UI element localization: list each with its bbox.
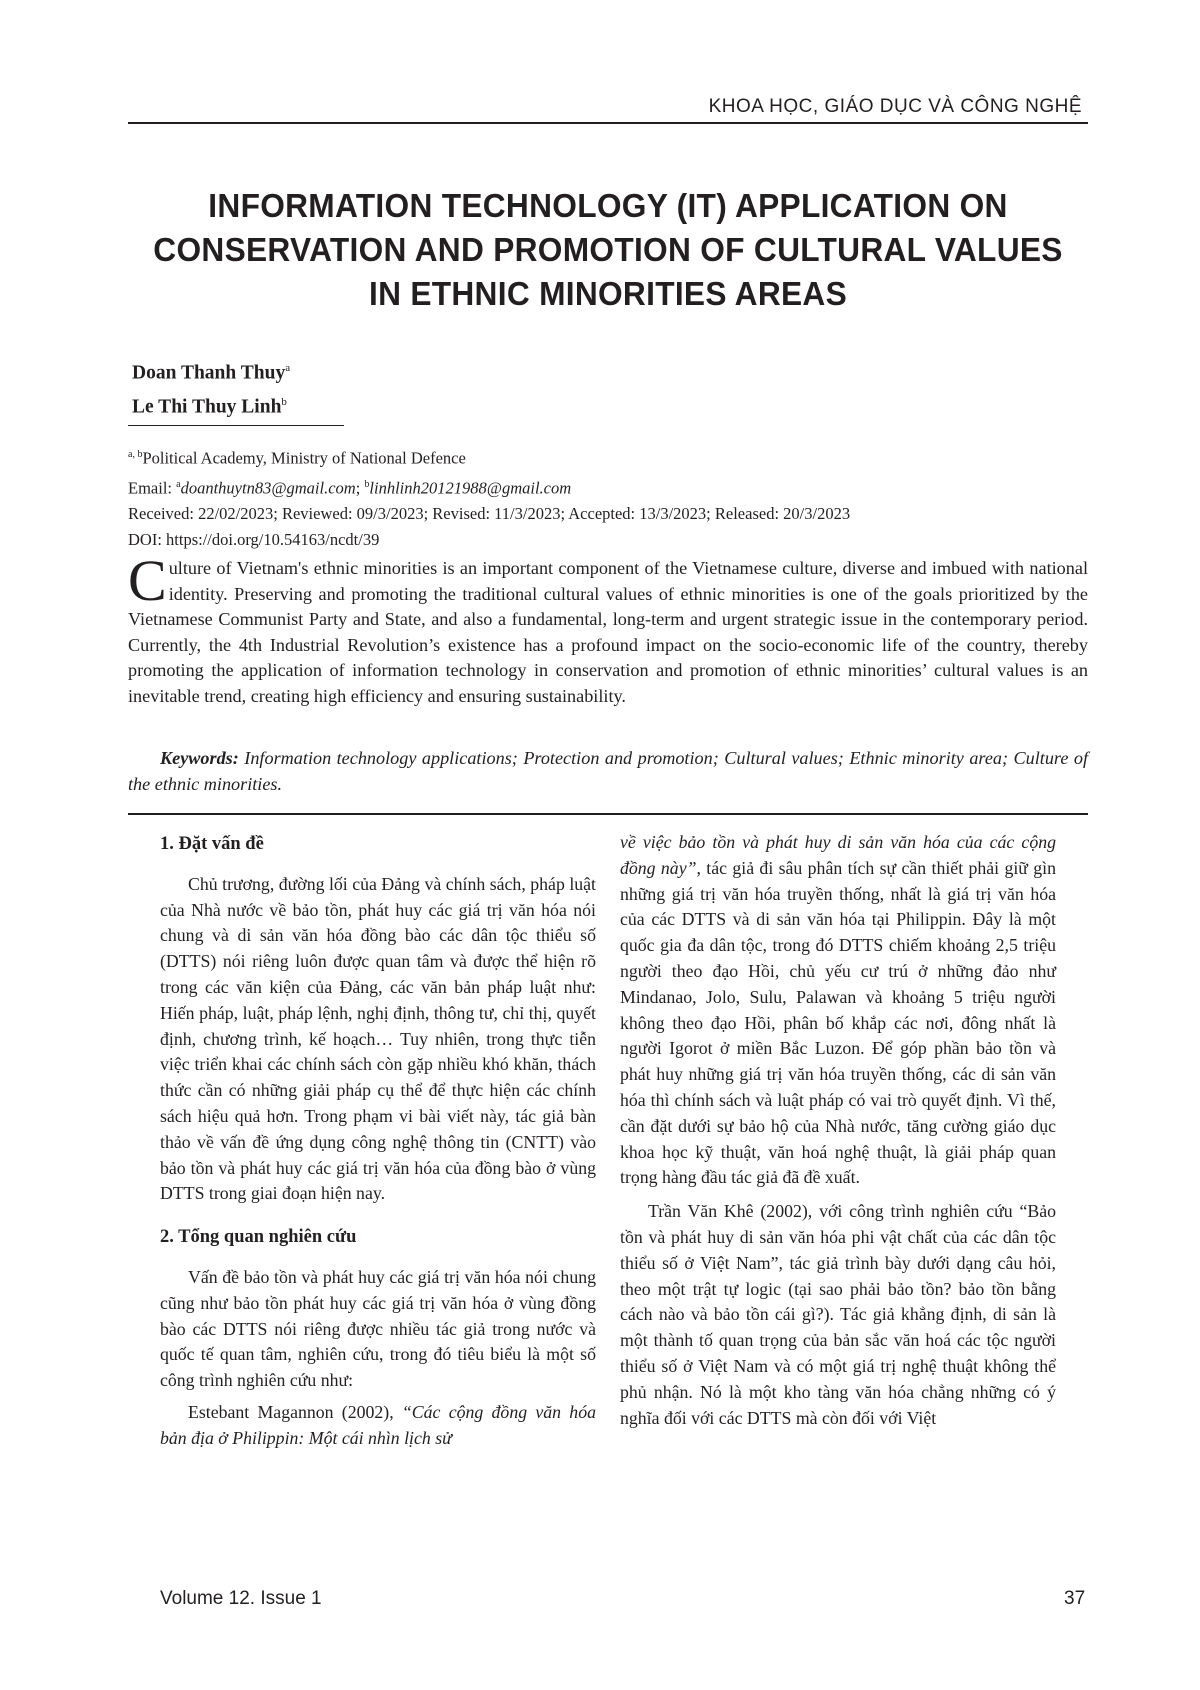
- page-number: 37: [1064, 1588, 1086, 1609]
- drop-cap: C: [128, 548, 167, 613]
- author: [132, 354, 290, 388]
- section-heading: 2. Tổng quan nghiên cứu: [160, 1227, 357, 1248]
- volume-issue: Volume 12. Issue 1: [160, 1588, 322, 1609]
- body-paragraph: [160, 1400, 596, 1452]
- author-list: [132, 354, 290, 421]
- author-name: Doan Thanh Thuy: [132, 362, 286, 384]
- cited-title: “Các cộng đồng văn hóa bản địa ở Philippin: Một cái nhìn lịch sử: [160, 1401, 596, 1448]
- running-header: [128, 92, 1088, 124]
- journal-section-title: KHOA HỌC, GIÁO DỤC VÀ CÔNG NGHỆ: [708, 96, 1082, 117]
- email-link[interactable]: linhlinh20121988@gmail.com: [369, 478, 572, 497]
- publication-dates: Received: 22/02/2023; Reviewed: 09/3/2023; Revised: 11/3/2023; Accepted: 13/3/2023; Released: 20/3/2023: [128, 504, 851, 523]
- affiliation-text: Political Academy, Ministry of National Defence: [142, 448, 466, 468]
- section-divider: [128, 813, 1088, 815]
- title-line: IN ETHNIC MINORITIES AREAS: [368, 275, 848, 312]
- email-marker: b: [364, 478, 370, 490]
- keywords: [128, 746, 1088, 797]
- article-title: [147, 184, 1069, 316]
- body-column-left: [160, 830, 596, 1452]
- author-affiliation-marker: b: [281, 395, 287, 408]
- body-column-right: [620, 830, 1056, 1431]
- paragraph-text: , tác giả đi sâu phân tích sự cần thiết phải giữ gìn những giá trị văn hóa truyền thống, nhất là giá trị văn hóa của các DTTS và di sản văn hóa tại Philippin. Đây là một quốc gia đa dân tộc, trong đó DTTS chiếm khoảng 2,5 triệu người theo đạo Hồi, chủ yếu cư trú ở những đảo như Mindanao, Jolo, Sulu, Palawan và khoảng 5 triệu người không theo đạo Hồi, phân bố khắp các nơi, đông nhất là người Igorot ở miền Bắc Luzon. Để góp phần bảo tồn và phát huy những giá trị văn hóa truyền thống, các di sản văn hóa thì chính sách và luật pháp có vai trò quyết định. Vì thế, cần đặt dưới sự bảo hộ của Nhà nước, tăng cường giáo dục khoa học kỹ thuật, văn hoá nghệ thuật, là giải pháp quan trọng hàng đầu tác giả đã đề xuất.: [620, 857, 1056, 1188]
- cited-title: về việc bảo tồn và phát huy di sản văn hóa của các cộng đồng này”: [620, 832, 1056, 878]
- keywords-label: Keywords:: [160, 748, 239, 768]
- email-link[interactable]: doanthuytn83@gmail.com: [180, 478, 356, 497]
- email-label: Email:: [128, 478, 177, 497]
- email-line: [128, 472, 1088, 502]
- body-paragraph: Trần Văn Khê (2002), với công trình nghiên cứu “Bảo tồn và phát huy di sản văn hóa phi vật chất của các dân tộc thiểu số ở Việt Nam”, tác giả trình bày dưới dạng câu hỏi, theo một trật tự logic (tại sao phải bảo tồn? bảo tồn bằng cách nào và bảo tồn cái gì?). Tác giả khẳng định, di sản là một thành tố quan trọng của bản sắc văn hoá các tộc người thiểu số ở Việt Nam và có một giá trị nghệ thuật không thể phủ nhận. Nó là một kho tàng văn hóa chẳng những có ý nghĩa đối với các DTTS mà còn đối với Việt: [620, 1201, 1056, 1428]
- body-paragraph: Vấn đề bảo tồn và phát huy các giá trị văn hóa nói chung cũng như bảo tồn phát huy các giá trị văn hóa ở vùng đồng bào các DTTS nói riêng được nhiều tác giả trong nước và quốc tế quan tâm, nghiên cứu, trong đó tiêu biểu là một số công trình nghiên cứu như:: [160, 1266, 596, 1391]
- affiliation: [128, 442, 1088, 472]
- section-heading: 1. Đặt vấn đề: [160, 834, 264, 854]
- title-line: INFORMATION TECHNOLOGY (IT) APPLICATION ON: [208, 187, 1008, 224]
- article-metadata: [128, 442, 1088, 553]
- author-affiliation-marker: a: [285, 362, 291, 374]
- abstract: [128, 548, 1088, 710]
- title-line: CONSERVATION AND PROMOTION OF CULTURAL VALUES: [153, 231, 1063, 268]
- email-separator: ;: [355, 478, 365, 497]
- paragraph-text: Estebant Magannon (2002),: [188, 1401, 402, 1422]
- doi-link[interactable]: DOI: https://doi.org/10.54163/ncdt/39: [128, 530, 380, 549]
- author-divider: [128, 425, 344, 426]
- keywords-text: Information technology applications; Protection and promotion; Cultural values; Ethnic minority area; Culture of the ethnic minorities.: [128, 748, 1089, 794]
- author: [132, 388, 290, 422]
- abstract-text: ulture of Vietnam's ethnic minorities is an important component of the Vietnamese culture, diverse and imbued with national identity. Preserving and promoting the traditional cultural values of ethnic minorities is one of the goals prioritized by the Vietnamese Communist Party and State, and also a fundamental, long-term and urgent strategic issue in the contemporary period. Currently, the 4th Industrial Revolution’s existence has a profound impact on the socio-economic life of the country, thereby promoting the application of information technology in conservation and promotion of ethnic minorities’ cultural values is an inevitable trend, creating high efficiency and ensuring sustainability.: [128, 558, 1088, 706]
- author-name: Le Thi Thuy Linh: [132, 396, 282, 417]
- body-paragraph: [620, 830, 1056, 1191]
- email-marker: a: [176, 478, 181, 490]
- affiliation-marker: a, b: [128, 449, 143, 460]
- body-paragraph: Chủ trương, đường lối của Đảng và chính sách, pháp luật của Nhà nước về bảo tồn, phát huy các giá trị văn hóa nói chung và di sản văn hóa đồng bào các dân tộc thiểu số (DTTS) nói riêng luôn được quan tâm và được thể hiện rõ trong các văn kiện của Đảng, các văn bản pháp luật như: Hiến pháp, luật, pháp lệnh, nghị định, thông tư, chỉ thị, quyết định, chương trình, kế hoạch… Tuy nhiên, trong thực tiễn việc triển khai các chính sách còn gặp nhiều khó khăn, thách thức cần có những giải pháp cụ thể để thực hiện các chính sách hiệu quả hơn. Trong phạm vi bài viết này, tác giả bàn thảo về vấn đề ứng dụng công nghệ thông tin (CNTT) vào bảo tồn và phát huy các giá trị văn hóa của đồng bào ở vùng DTTS trong giai đoạn hiện nay.: [160, 873, 596, 1204]
